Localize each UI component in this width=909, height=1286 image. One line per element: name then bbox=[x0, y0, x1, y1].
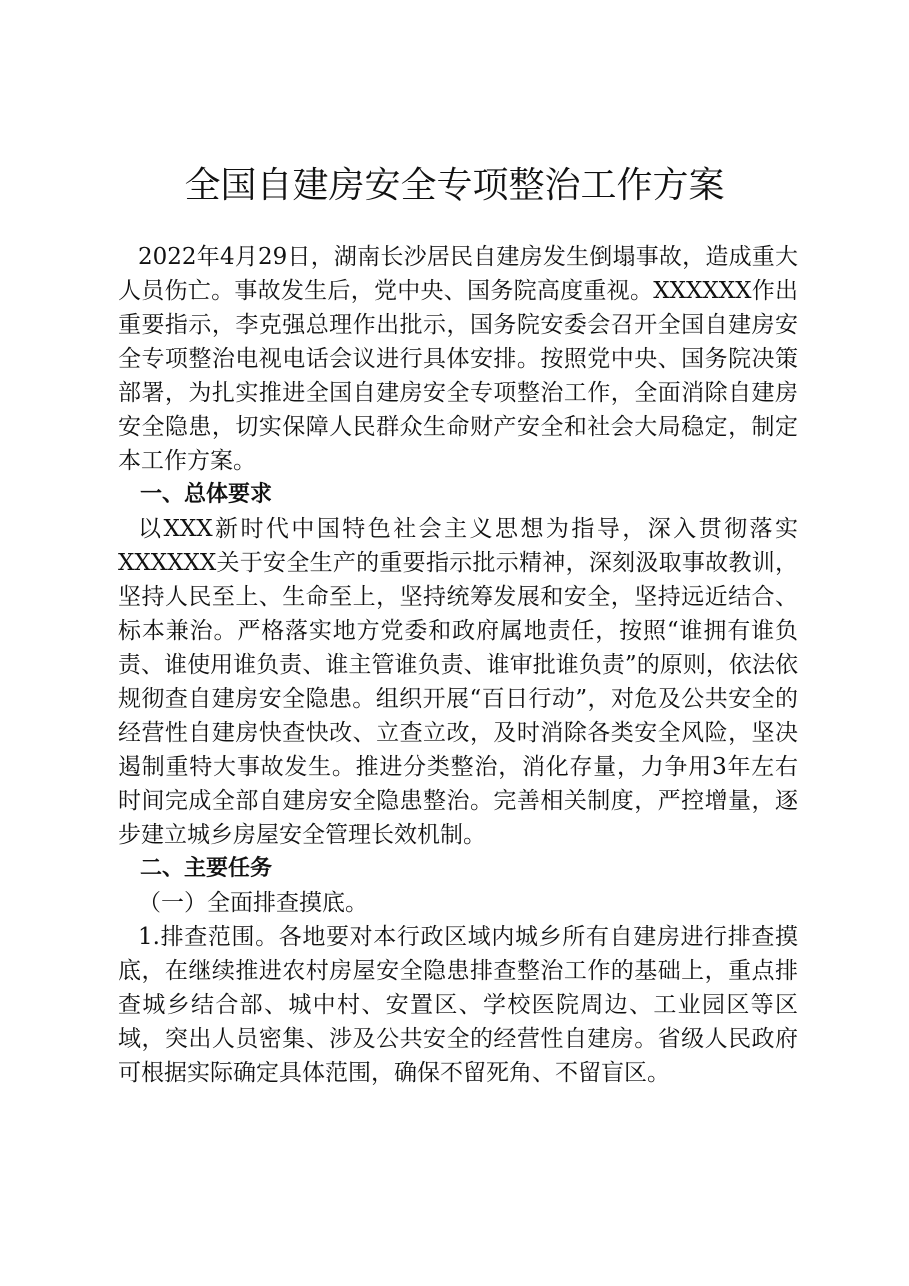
intro-paragraph: 2022年4月29日，湖南长沙居民自建房发生倒塌事故，造成重大人员伤亡。事故发生后，党中央、国务院高度重视。XXXXXX作出重要指示，李克强总理作出批示，国务院安委会召开全国自建房安全专项整治电视电话会议进行具体安排。按照党中央、国务院决策部署，为扎实推进全国自建房安全专项整治工作，全面消除自建房安全隐患，切实保障人民群众生命财产安全和社会大局稳定，制定本工作方案。 bbox=[118, 244, 798, 474]
document-body bbox=[118, 240, 798, 1090]
section-heading-general-requirements: 一、总体要求 bbox=[140, 482, 273, 507]
subsection-heading-survey: （一）全面排查摸底。 bbox=[138, 890, 368, 916]
document-title: 全国自建房安全专项整治工作方案 bbox=[184, 165, 725, 206]
section-heading-main-tasks: 二、主要任务 bbox=[140, 856, 273, 881]
scope-paragraph: 1.排查范围。各地要对本行政区域内城乡所有自建房进行排查摸底，在继续推进农村房屋安全隐患排查整治工作的基础上，重点排查城乡结合部、城中村、安置区、学校医院周边、工业园区等区域，突出人员密集、涉及公共安全的经营性自建房。省级人民政府可根据实际确定具体范围，确保不留死角、不留盲区。 bbox=[118, 924, 798, 1086]
general-requirements-paragraph: 以XXX新时代中国特色社会主义思想为指导，深入贯彻落实XXXXXX关于安全生产的重要指示批示精神，深刻汲取事故教训，坚持人民至上、生命至上，坚持统筹发展和安全，坚持远近结合、标本兼治。严格落实地方党委和政府属地责任，按照“谁拥有谁负责、谁使用谁负责、谁主管谁负责、谁审批谁负责”的原则，依法依规彻查自建房安全隐患。组织开展“百日行动”，对危及公共安全的经营性自建房快查快改、立查立改，及时消除各类安全风险，坚决遏制重特大事故发生。推进分类整治，消化存量，力争用3年左右时间完成全部自建房安全隐患整治。完善相关制度，严控增量，逐步建立城乡房屋安全管理长效机制。 bbox=[118, 516, 798, 848]
